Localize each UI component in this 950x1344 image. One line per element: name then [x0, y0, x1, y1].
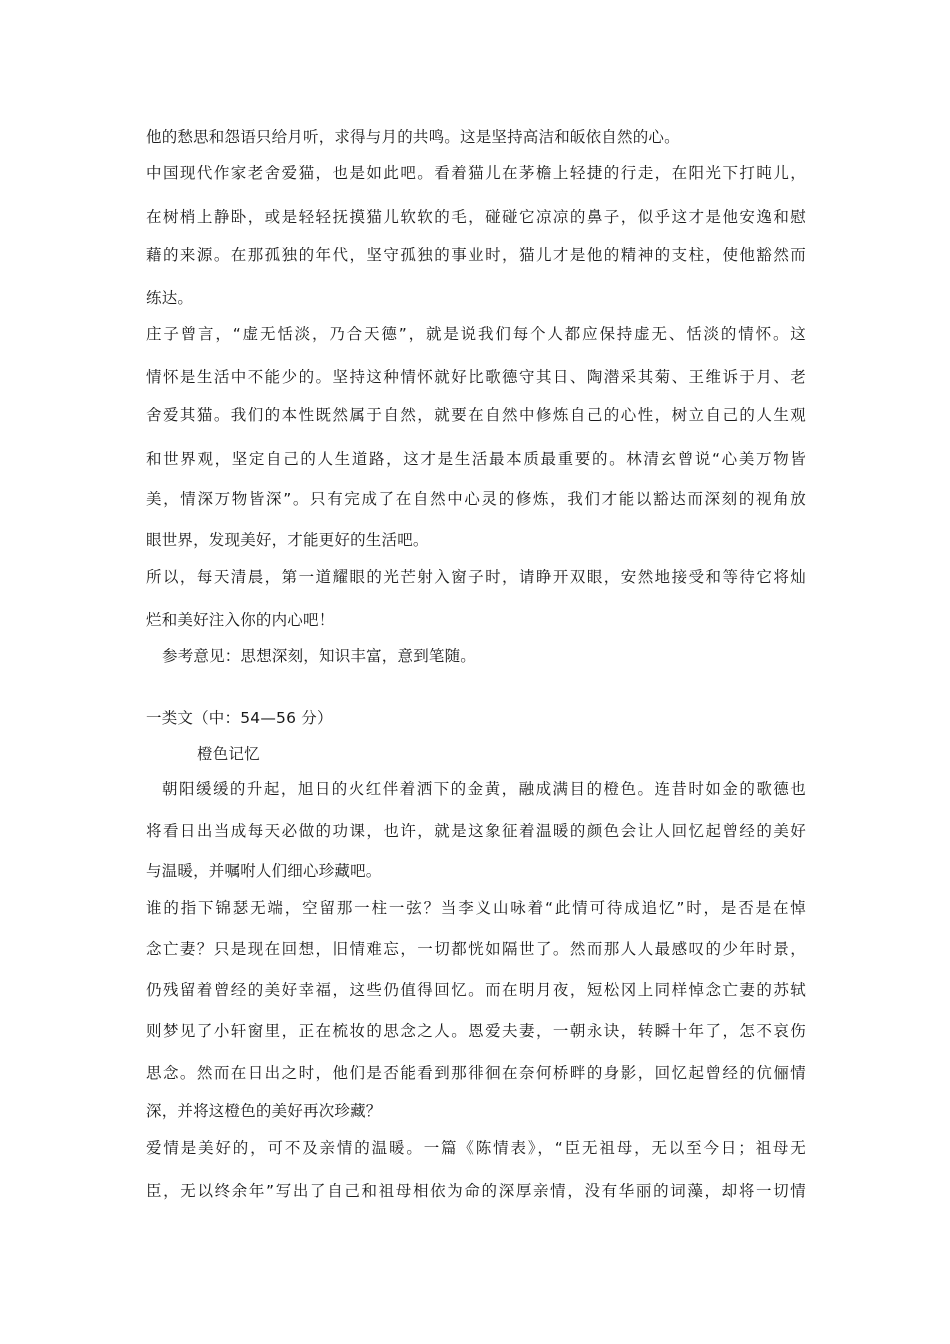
text-line: 朝阳缓缓的升起，旭日的火红伴着洒下的金黄，融成满目的橙色。连昔时如金的歌德也 [162, 780, 806, 798]
text-line: 念亡妻？只是现在回想，旧情难忘，一切都恍如隔世了。然而那人人最感叹的少年时景， [146, 940, 806, 958]
section-heading: 一类文（中：54—56 分） [146, 709, 333, 727]
text-line: 藉的来源。在那孤独的年代，坚守孤独的事业时，猫儿才是他的精神的支柱，使他豁然而 [146, 246, 806, 264]
text-line: 在树梢上静卧，或是轻轻抚摸猫儿软软的毛，碰碰它凉凉的鼻子，似乎这才是他安逸和慰 [146, 208, 806, 226]
text-line: 中国现代作家老舍爱猫，也是如此吧。看着猫儿在茅檐上轻捷的行走，在阳光下打盹儿， [146, 164, 806, 182]
text-line: 和世界观，坚定自己的人生道路，这才是生活最本质最重要的。林清玄曾说“心美万物皆 [146, 450, 806, 468]
text-line: 美，情深万物皆深”。只有完成了在自然中心灵的修炼，我们才能以豁达而深刻的视角放 [146, 490, 806, 508]
essay-title: 橙色记忆 [197, 745, 260, 763]
text-line: 谁的指下锦瑟无端，空留那一柱一弦？当李义山咏着“此情可待成追忆”时，是否是在悼 [146, 899, 806, 917]
review-note: 参考意见：思想深刻，知识丰富，意到笔随。 [162, 647, 477, 665]
text-line: 思念。然而在日出之时，他们是否能看到那徘徊在奈何桥畔的身影，回忆起曾经的伉俪情 [146, 1064, 806, 1082]
text-line: 臣，无以终余年”写出了自己和祖母相依为命的深厚亲情，没有华丽的词藻，却将一切情 [146, 1182, 806, 1200]
text-line: 则梦见了小轩窗里，正在梳妆的思念之人。恩爱夫妻，一朝永诀，转瞬十年了，怎不哀伤 [146, 1022, 806, 1040]
text-line: 庄子曾言，“虚无恬淡，乃合天德”，就是说我们每个人都应保持虚无、恬淡的情怀。这 [146, 325, 806, 343]
text-line: 情怀是生活中不能少的。坚持这种情怀就好比歌德守其日、陶潜采其菊、王维诉于月、老 [146, 368, 806, 386]
text-line: 爱情是美好的，可不及亲情的温暖。一篇《陈情表》，“臣无祖母，无以至今日；祖母无 [146, 1139, 806, 1157]
text-line: 眼世界，发现美好，才能更好的生活吧。 [146, 531, 429, 549]
text-line: 仍残留着曾经的美好幸福，这些仍值得回忆。而在明月夜，短松冈上同样悼念亡妻的苏轼 [146, 981, 806, 999]
text-line: 与温暖，并嘱咐人们细心珍藏吧。 [146, 862, 382, 880]
text-line: 所以，每天清晨，第一道耀眼的光芒射入窗子时，请睁开双眼，安然地接受和等待它将灿 [146, 568, 806, 586]
text-line: 舍爱其猫。我们的本性既然属于自然，就要在自然中修炼自己的心性，树立自己的人生观 [146, 406, 806, 424]
text-line: 烂和美好注入你的内心吧！ [146, 611, 335, 629]
text-line: 深，并将这橙色的美好再次珍藏？ [146, 1102, 382, 1120]
text-line: 将看日出当成每天必做的功课，也许，就是这象征着温暖的颜色会让人回忆起曾经的美好 [146, 822, 806, 840]
text-line: 他的愁思和怨语只给月听，求得与月的共鸣。这是坚持高洁和皈依自然的心。 [146, 128, 680, 146]
text-line: 练达。 [146, 289, 194, 307]
